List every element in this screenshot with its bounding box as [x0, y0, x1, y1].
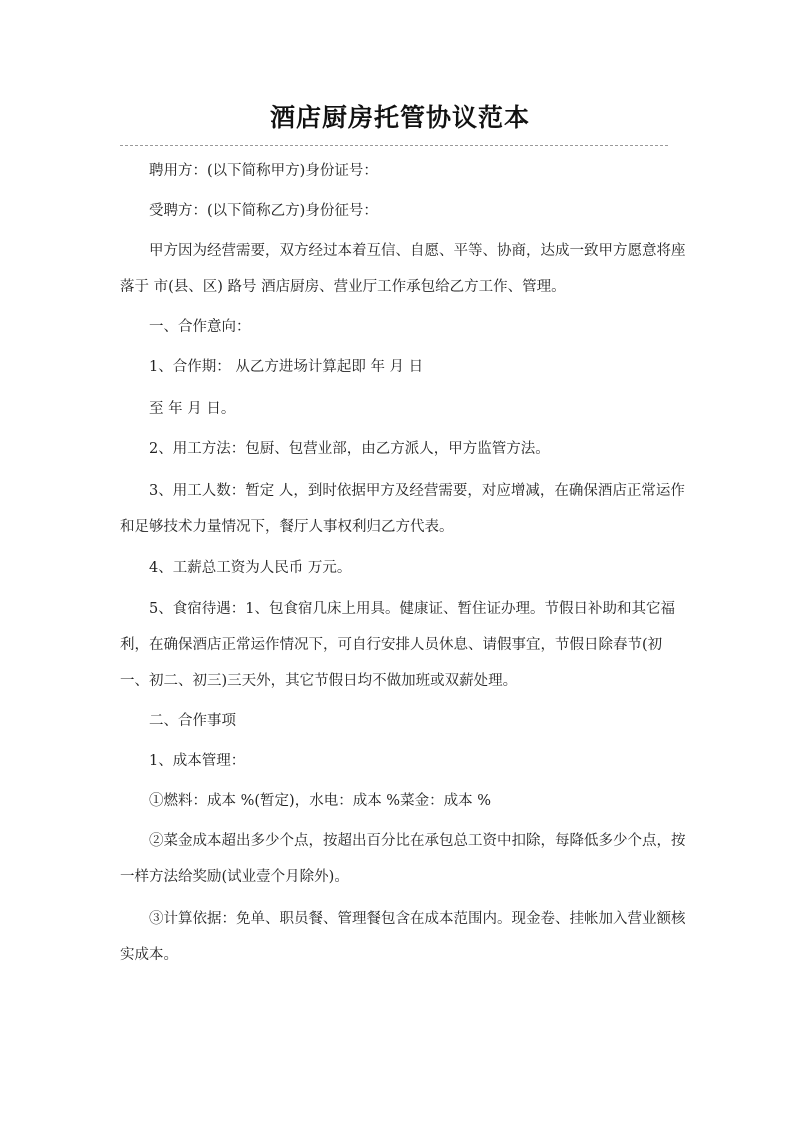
- paragraph-headcount: 3、用工人数：暂定 人，到时依据甲方及经营需要，对应增减，在确保酒店正常运作和足够技术力量情况下，餐厅人事权利归乙方代表。: [120, 483, 685, 535]
- paragraph-calculation-basis: ③计算依据：免单、职员餐、管理餐包含在成本范围内。现金卷、挂帐加入营业额核实成本。: [120, 911, 686, 963]
- title-divider: [120, 145, 668, 146]
- paragraph-employee: 受聘方：(以下简称乙方)身份征号：: [149, 203, 378, 219]
- paragraph-board-lodging: 5、食宿待遇：1、包食宿几床上用具。健康证、暂住证办理。节假日补助和其它福利，在确保酒店正常运作情况下，可自行安排人员休息、请假事宜，节假日除春节(初一、初二、初三)三天外，其它节假日均不做加班或双薪处理。: [120, 601, 675, 689]
- paragraph-salary: 4、工薪总工资为人民币 万元。: [149, 560, 352, 576]
- paragraph-intro: 甲方因为经营需要，双方经过本着互信、自愿、平等、协商，达成一致甲方愿意将座落于 市(县、区) 路号 酒店厨房、营业厅工作承包给乙方工作、管理。: [120, 243, 686, 295]
- section-heading-matters: 二、合作事项: [149, 713, 236, 729]
- paragraph-fuel-cost: ①燃料：成本 %(暂定)，水电：成本 %菜金：成本 %: [149, 793, 491, 809]
- paragraph-term: 1、合作期： 从乙方进场计算起即 年 月 日: [149, 359, 424, 375]
- paragraph-employer: 聘用方：(以下简称甲方)身份证号：: [149, 163, 378, 179]
- section-heading-intent: 一、合作意向：: [149, 319, 251, 335]
- paragraph-food-cost: ②菜金成本超出多少个点，按超出百分比在承包总工资中扣除，每降低多少个点，按一样方法给奖励(试业壹个月除外)。: [120, 833, 686, 885]
- paragraph-cost-management: 1、成本管理：: [149, 753, 246, 769]
- paragraph-term-end: 至 年 月 日。: [149, 401, 236, 417]
- document-title: 酒店厨房托管协议范本: [269, 103, 530, 132]
- paragraph-employment-method: 2、用工方法：包厨、包营业部，由乙方派人，甲方监管方法。: [149, 441, 550, 457]
